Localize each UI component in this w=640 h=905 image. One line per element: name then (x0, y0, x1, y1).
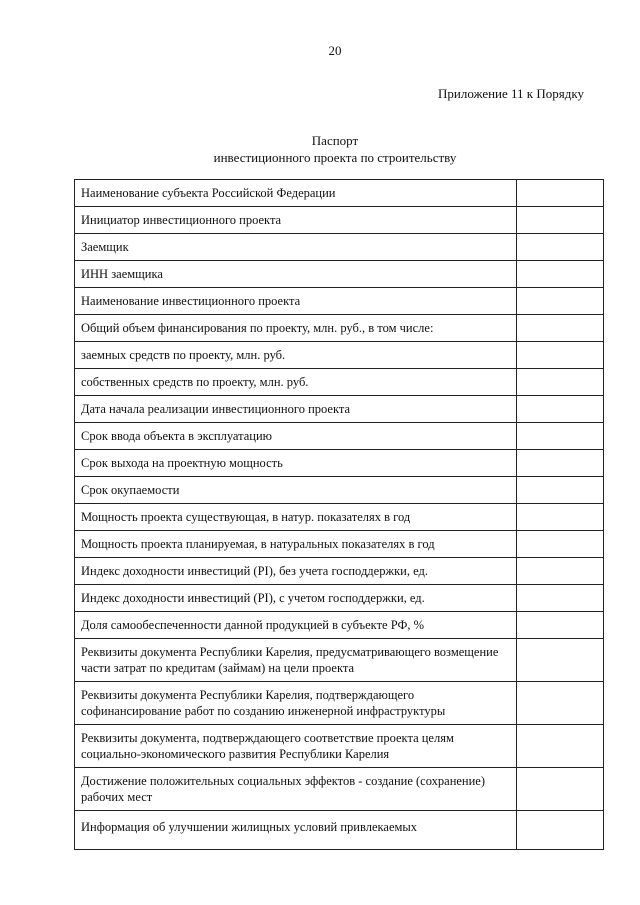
passport-table (74, 179, 604, 850)
page-number: 20 (328, 43, 342, 58)
table-row (75, 558, 604, 585)
row-label: Достижение положительных социальных эффектов - создание (сохранение) рабочих мест (81, 774, 486, 804)
table-row (75, 261, 604, 288)
table-row (75, 639, 604, 682)
row-label-cell (75, 639, 517, 682)
row-value-cell (517, 288, 604, 315)
row-label: Реквизиты документа Республики Карелия, подтверждающего софинансирование работ по созданию инженерной инфраструктуры (81, 688, 446, 718)
row-value-cell (517, 423, 604, 450)
row-value-cell (517, 342, 604, 369)
table-row (75, 423, 604, 450)
row-label-cell (75, 288, 517, 315)
row-value-cell (517, 558, 604, 585)
row-label-cell (75, 768, 517, 811)
row-label-cell (75, 342, 517, 369)
row-value-cell (517, 234, 604, 261)
row-label: Срок окупаемости (81, 483, 180, 497)
table-row (75, 504, 604, 531)
table-row (75, 450, 604, 477)
row-label-cell (75, 477, 517, 504)
table-row (75, 725, 604, 768)
row-label: Срок ввода объекта в эксплуатацию (81, 429, 273, 443)
row-value-cell (517, 612, 604, 639)
row-label-cell (75, 180, 517, 207)
table-row (75, 682, 604, 725)
table-row (75, 585, 604, 612)
row-value-cell (517, 768, 604, 811)
row-value-cell (517, 811, 604, 850)
row-label: Наименование инвестиционного проекта (81, 294, 301, 308)
table-row (75, 477, 604, 504)
document-title (0, 132, 640, 166)
table-row (75, 811, 604, 850)
table-row (75, 612, 604, 639)
row-label-cell (75, 504, 517, 531)
row-label-cell (75, 423, 517, 450)
row-label: Инициатор инвестиционного проекта (81, 213, 282, 227)
row-value-cell (517, 207, 604, 234)
table-row (75, 369, 604, 396)
table-row (75, 234, 604, 261)
row-label: Доля самообеспеченности данной продукцией в субъекте РФ, % (81, 618, 424, 632)
title-line-1: Паспорт (311, 133, 359, 148)
row-label: Мощность проекта существующая, в натур. показателях в год (81, 510, 411, 524)
row-label: Заемщик (81, 240, 129, 254)
appendix-reference: Приложение 11 к Порядку (438, 86, 584, 101)
row-value-cell (517, 531, 604, 558)
table-row (75, 531, 604, 558)
row-value-cell (517, 682, 604, 725)
row-value-cell (517, 639, 604, 682)
row-label: Индекс доходности инвестиций (PI), с учетом господдержки, ед. (81, 591, 425, 605)
row-label: Реквизиты документа Республики Карелия, предусматривающего возмещение части затрат по кредитам (займам) на цели проекта (81, 645, 499, 675)
table-row (75, 180, 604, 207)
row-label-cell (75, 682, 517, 725)
row-value-cell (517, 585, 604, 612)
row-label-cell (75, 725, 517, 768)
row-label: Дата начала реализации инвестиционного проекта (81, 402, 351, 416)
row-label: Общий объем финансирования по проекту, млн. руб., в том числе: (81, 321, 434, 335)
row-label-cell (75, 531, 517, 558)
row-label-cell (75, 396, 517, 423)
row-label-cell (75, 811, 517, 850)
row-label-cell (75, 315, 517, 342)
row-label: Наименование субъекта Российской Федерации (81, 186, 336, 200)
row-label: Реквизиты документа, подтверждающего соответствие проекта целям социально-экономического развития Республики Карелия (81, 731, 454, 761)
title-line-2: инвестиционного проекта по строительству (213, 150, 457, 165)
table-row (75, 207, 604, 234)
row-label-cell (75, 450, 517, 477)
row-label-cell (75, 207, 517, 234)
row-value-cell (517, 504, 604, 531)
row-label: Срок выхода на проектную мощность (81, 456, 283, 470)
row-label-cell (75, 234, 517, 261)
table-row (75, 768, 604, 811)
row-label-cell (75, 261, 517, 288)
row-value-cell (517, 369, 604, 396)
row-value-cell (517, 725, 604, 768)
row-label-cell (75, 369, 517, 396)
table-row (75, 288, 604, 315)
row-label: Информация об улучшении жилищных условий привлекаемых (81, 820, 418, 834)
row-label: собственных средств по проекту, млн. руб. (81, 375, 309, 389)
row-label: Мощность проекта планируемая, в натуральных показателях в год (81, 537, 435, 551)
table-row (75, 396, 604, 423)
row-label: ИНН заемщика (81, 267, 163, 281)
row-label-cell (75, 585, 517, 612)
row-value-cell (517, 315, 604, 342)
row-value-cell (517, 261, 604, 288)
row-value-cell (517, 396, 604, 423)
row-value-cell (517, 180, 604, 207)
row-value-cell (517, 477, 604, 504)
table-row (75, 315, 604, 342)
row-label: Индекс доходности инвестиций (PI), без учета господдержки, ед. (81, 564, 428, 578)
row-label-cell (75, 558, 517, 585)
row-label: заемных средств по проекту, млн. руб. (81, 348, 286, 362)
row-label-cell (75, 612, 517, 639)
row-value-cell (517, 450, 604, 477)
table-row (75, 342, 604, 369)
